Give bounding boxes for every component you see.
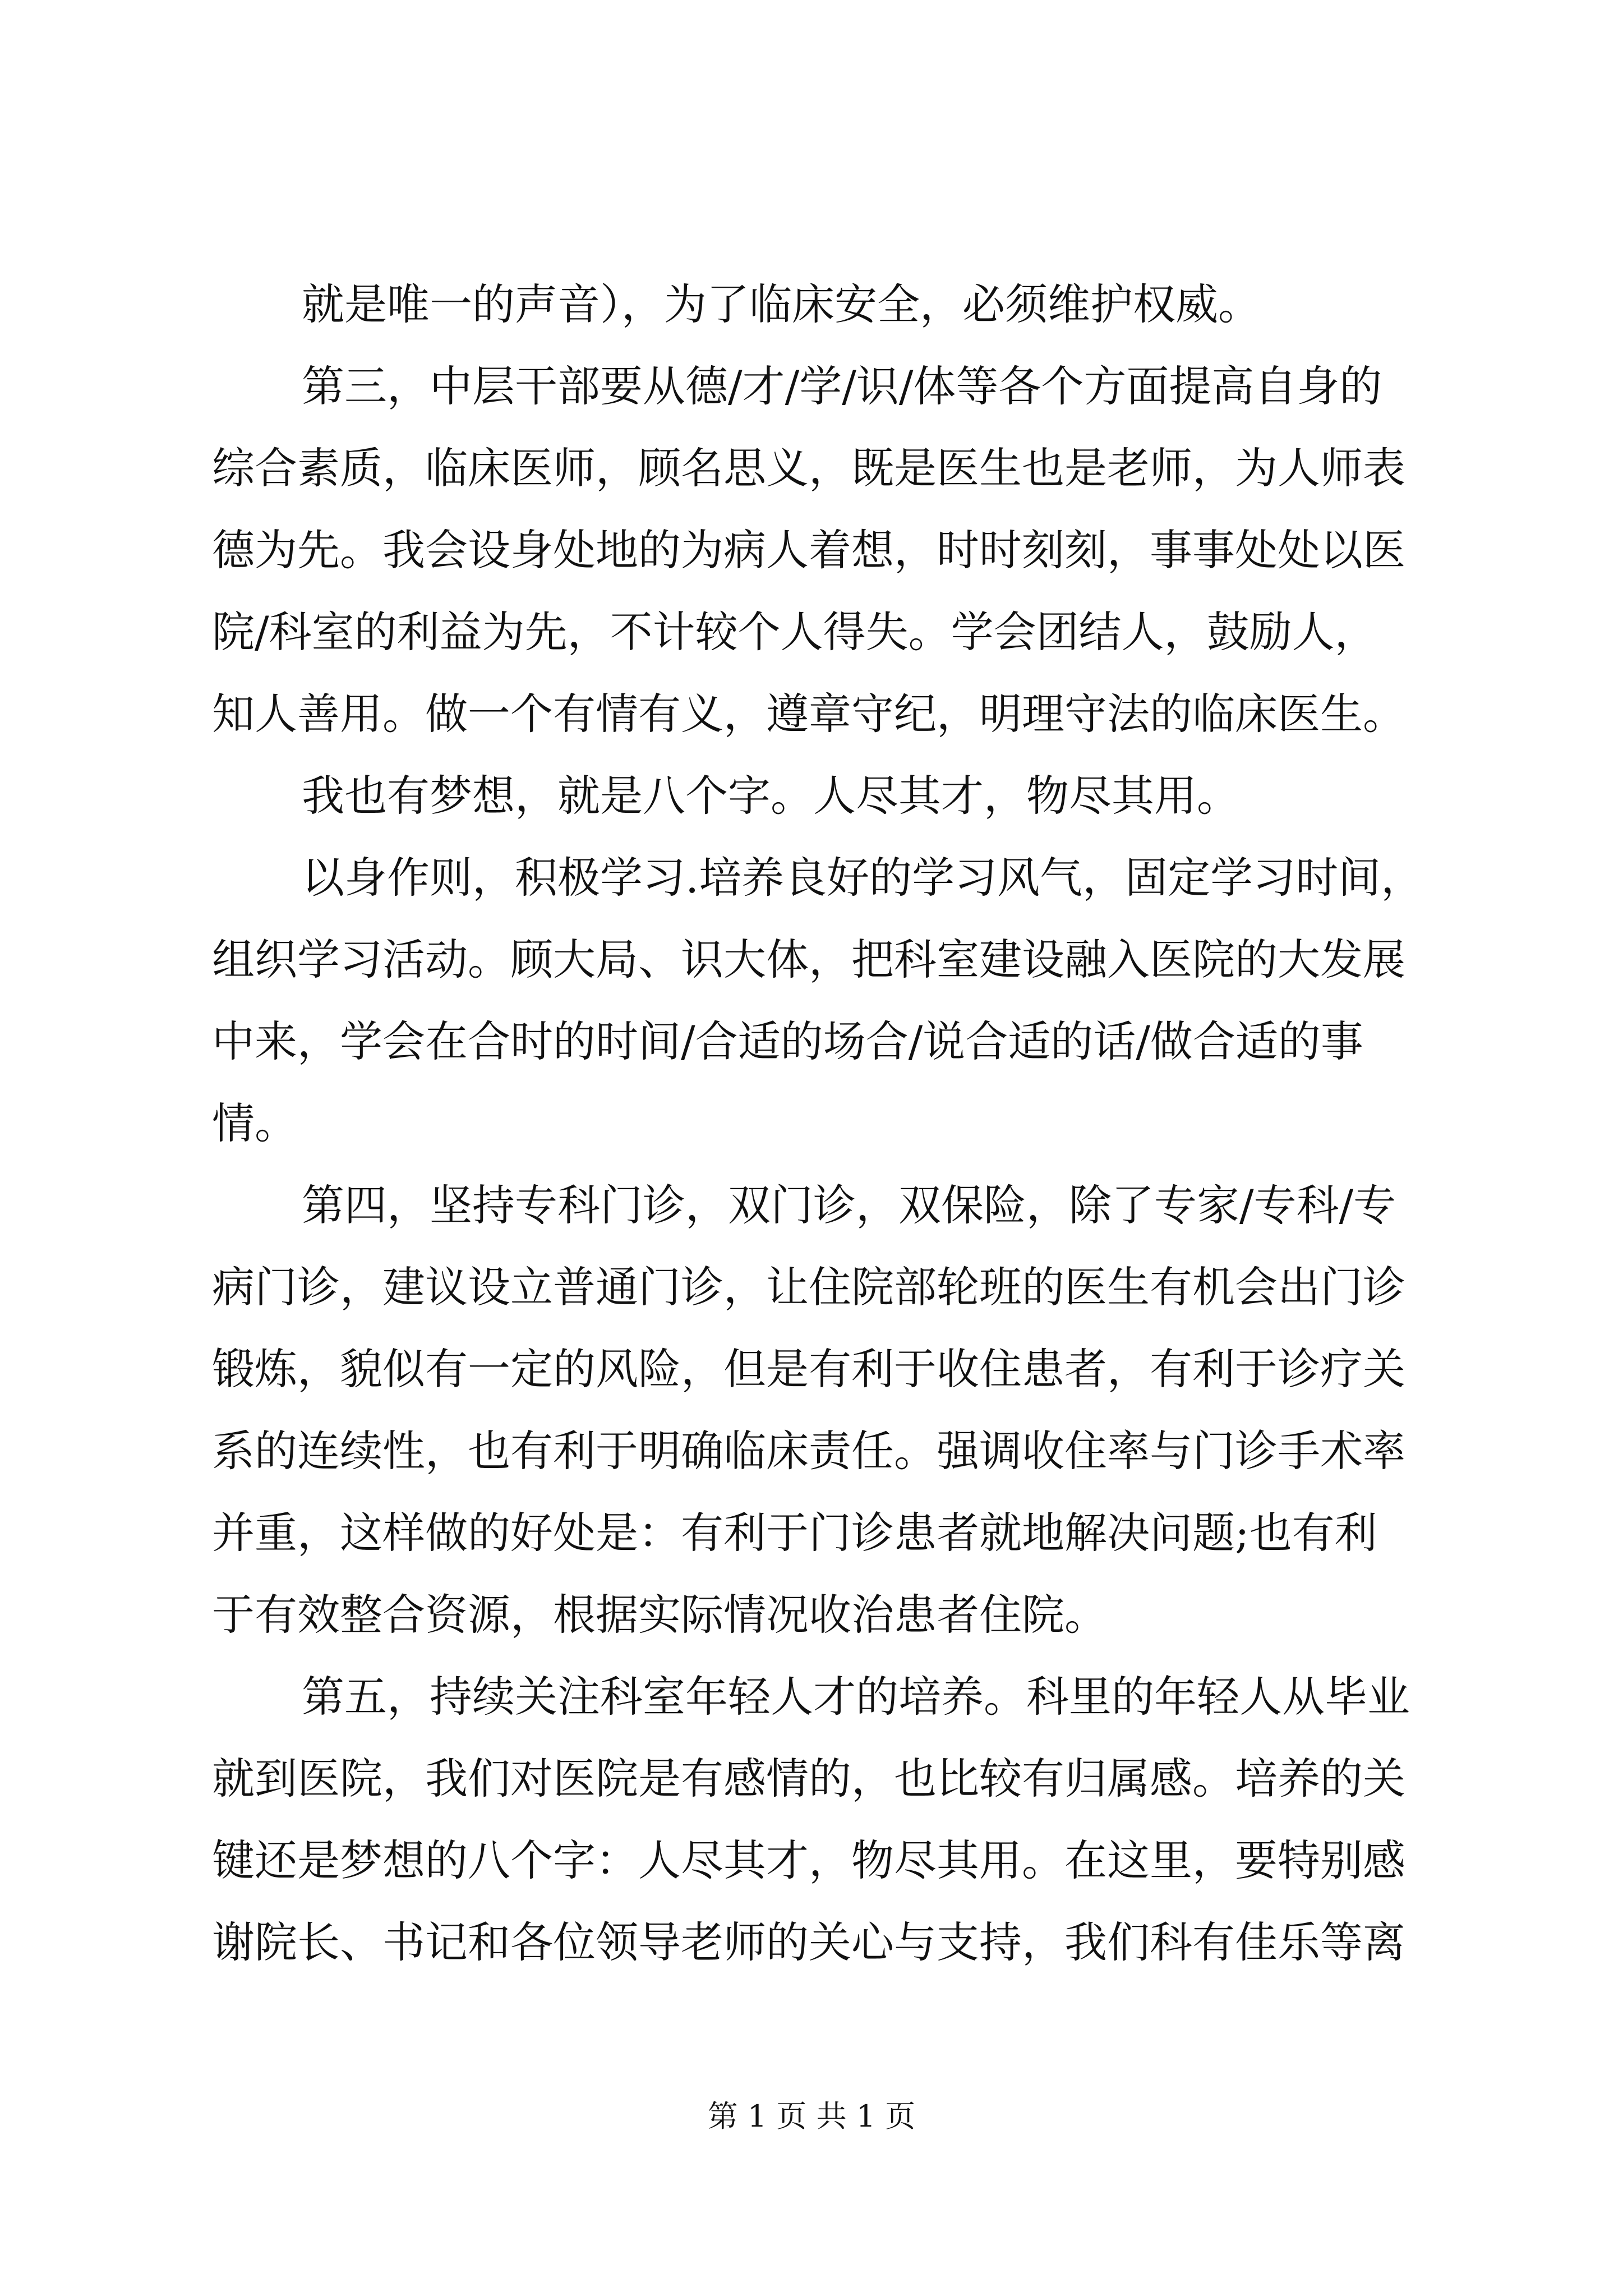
text-line: 情。 [212,1098,297,1148]
text-line: 锻炼，貌似有一定的风险，但是有利于收住患者，有利于诊疗关 [212,1344,1405,1394]
text-line: 就是唯一的声音），为了临床安全，必须维护权威。 [302,279,1261,329]
text-line: 谢院长、书记和各位领导老师的关心与支持，我们科有佳乐等离 [212,1917,1405,1967]
text-line: 就到医院，我们对医院是有感情的，也比较有归属感。培养的关 [212,1754,1405,1803]
text-line: 组织学习活动。顾大局、识大体，把科室建设融入医院的大发展 [212,935,1405,984]
paragraph-start-line: 以身作则，积极学习.培养良好的学习风气，固定学习时间， [302,853,1424,903]
text-line: 病门诊，建议设立普通门诊，让住院部轮班的医生有机会出门诊 [212,1262,1405,1312]
text-line: 知人善用。做一个有情有义，遵章守纪，明理守法的临床医生。 [212,689,1405,739]
text-line: 并重，这样做的好处是：有利于门诊患者就地解决问题;也有利 [212,1508,1377,1558]
paragraph-start-line: 第三，中层干部要从德/才/学/识/体等各个方面提高自身的 [302,361,1382,411]
paragraph-start-line: 第四，坚持专科门诊，双门诊，双保险，除了专家/专科/专 [302,1180,1396,1230]
page-footer [0,2097,1623,2136]
page-number-label: 第 1 页 共 1 页 [707,2099,916,2134]
text-line: 系的连续性，也有利于明确临床责任。强调收住率与门诊手术率 [212,1426,1405,1476]
document-body [212,264,1424,1984]
paragraph-start-line: 第五，持续关注科室年轻人才的培养。科里的年轻人从毕业 [302,1672,1410,1722]
text-line: 于有效整合资源，根据实际情况收治患者住院。 [212,1590,1107,1640]
text-line: 中来，学会在合时的时间/合适的场合/说合适的话/做合适的事 [212,1016,1363,1066]
paragraph-start-line: 我也有梦想，就是八个字。人尽其才，物尽其用。 [302,771,1239,821]
text-line: 综合素质，临床医师，顾名思义，既是医生也是老师，为人师表 [212,443,1405,493]
text-line: 键还是梦想的八个字：人尽其才，物尽其用。在这里，要特别感 [212,1835,1405,1885]
text-line: 院/科室的利益为先，不计较个人得失。学会团结人，鼓励人， [212,607,1377,657]
text-line: 德为先。我会设身处地的为病人着想，时时刻刻，事事处处以医 [212,525,1405,575]
